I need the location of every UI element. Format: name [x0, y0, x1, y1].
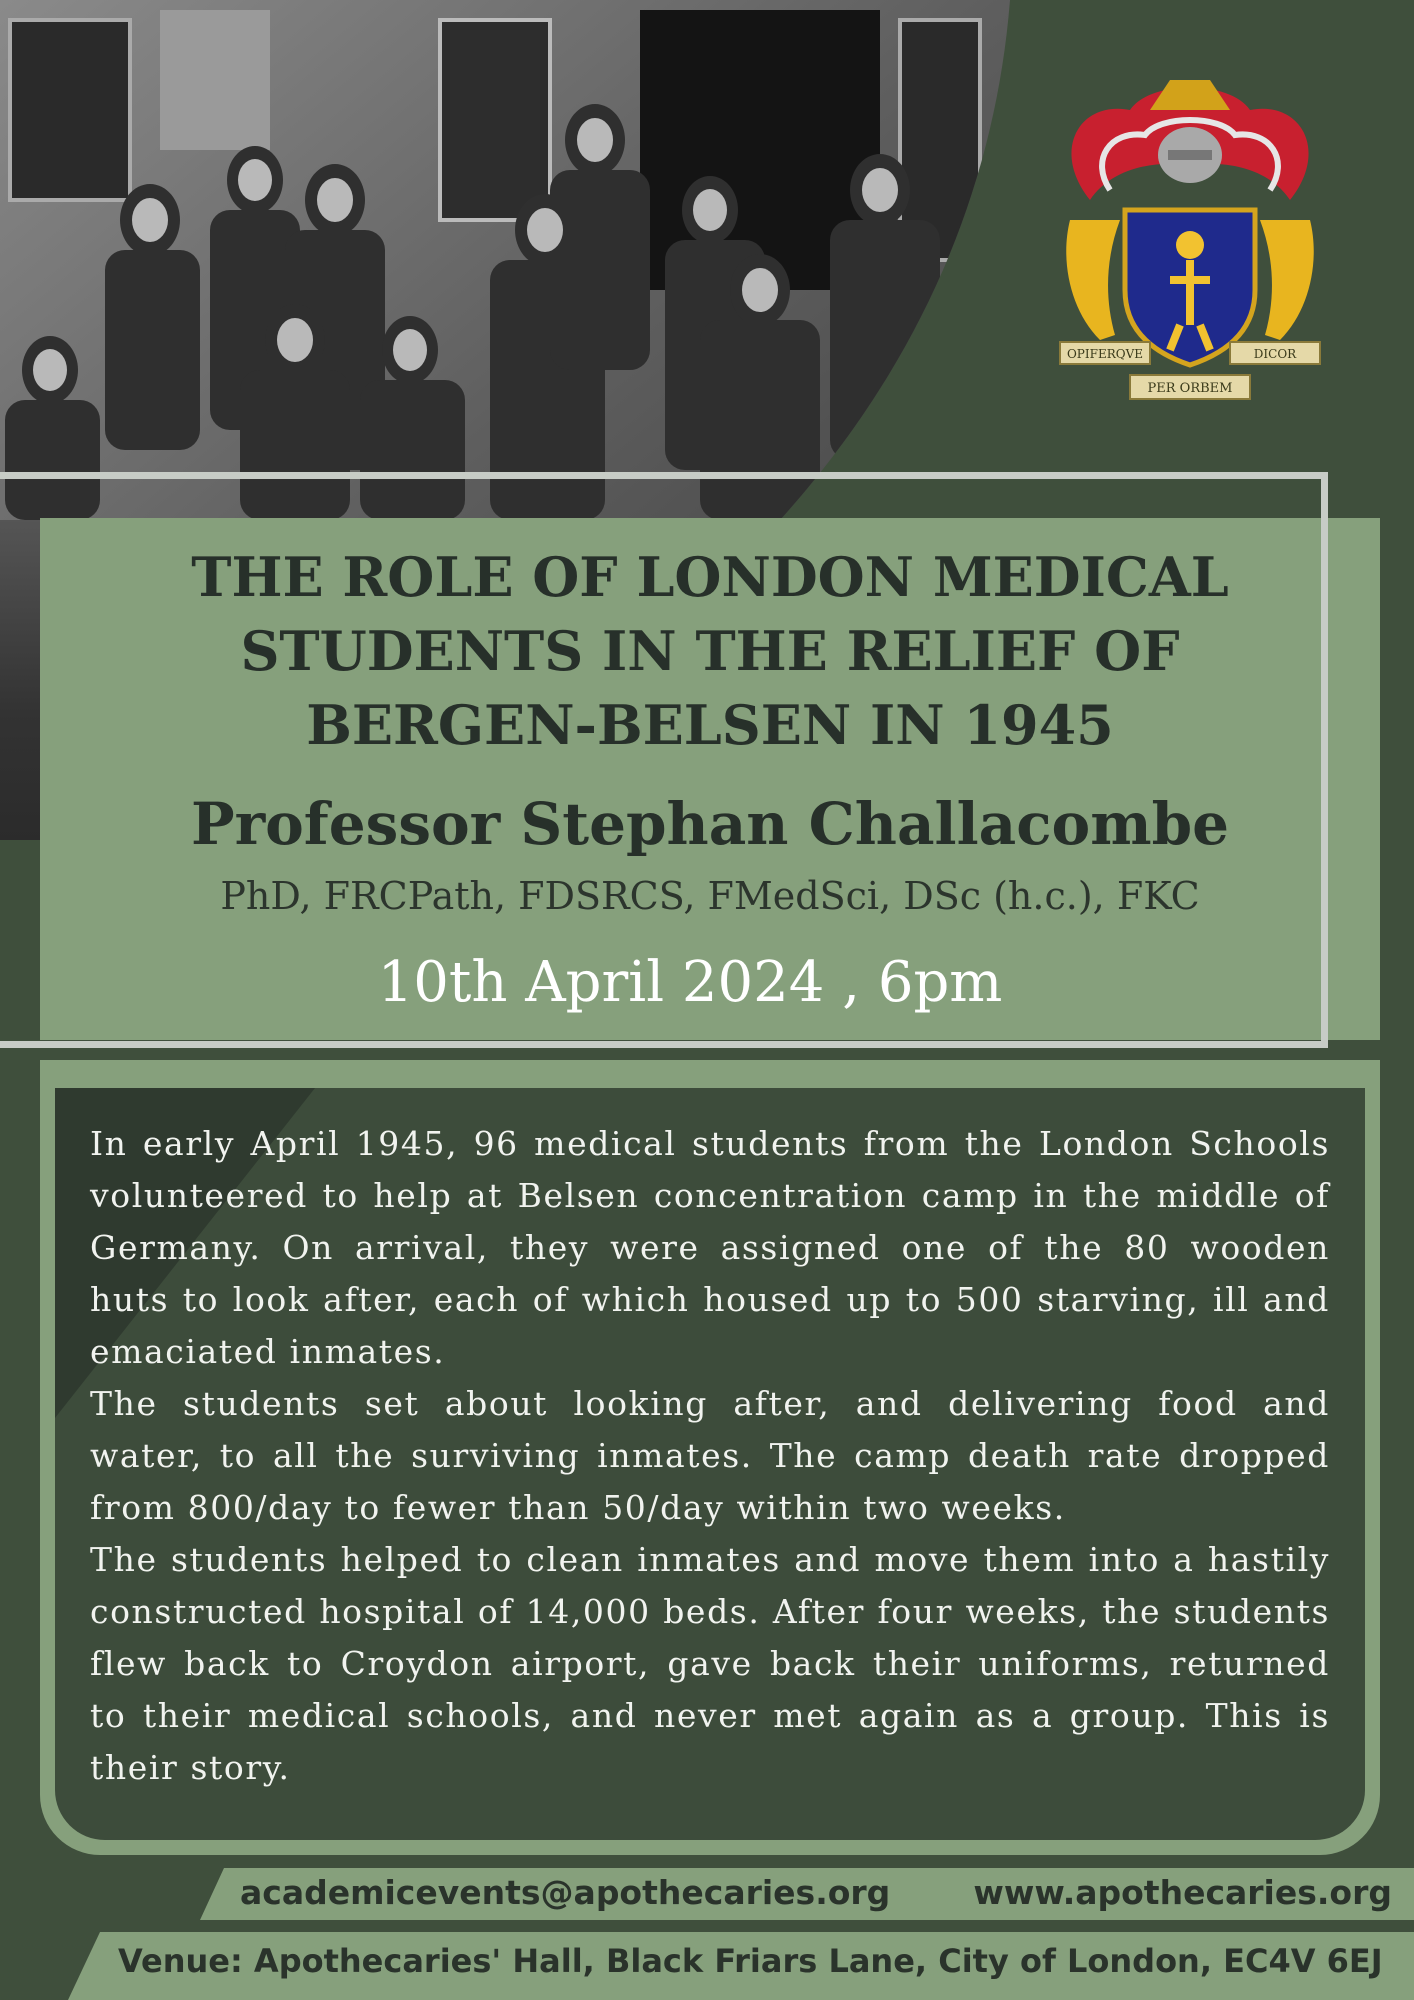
- event-date: 10th April 2024 , 6pm: [377, 950, 1003, 1015]
- venue-address: Venue: Apothecaries' Hall, Black Friars Lane, City of London, EC4V 6EJ: [118, 1942, 1383, 1980]
- motto-left: OPIFERQVE: [1066, 347, 1144, 361]
- motto-right: DICOR: [1253, 347, 1297, 361]
- speaker-credentials: PhD, FRCPath, FDSRCS, FMedSci, DSc (h.c.), FKC: [220, 874, 1200, 918]
- description-paragraph-1: In early April 1945, 96 medical students from the London Schools volunteered to help at Belsen concentration camp in the middle of Germany. On arrival, they were assigned one of the 80 wooden huts to look after, each of which housed up to 500 starving, ill and emaciated inmates.: [90, 1124, 1330, 1371]
- event-title: [100, 540, 1320, 762]
- event-title-line-2: STUDENTS IN THE RELIEF OF: [240, 619, 1180, 683]
- contact-email-link[interactable]: academicevents@apothecaries.org: [240, 1873, 891, 1912]
- website-link[interactable]: www.apothecaries.org: [973, 1873, 1392, 1912]
- event-title-line-1: THE ROLE OF LONDON MEDICAL: [191, 545, 1229, 609]
- coat-of-arms-icon: [1050, 70, 1330, 415]
- event-title-line-3: BERGEN-BELSEN IN 1945: [306, 693, 1114, 757]
- description-paragraph-2: The students set about looking after, and delivering food and water, to all the surviving inmates. The camp death rate dropped from 800/day to fewer than 50/day within two weeks.: [90, 1384, 1330, 1527]
- speaker-name: Professor Stephan Challacombe: [190, 790, 1230, 858]
- description-paragraph-3: The students helped to clean inmates and move them into a hastily constructed hospital of 14,000 beds. After four weeks, the students flew back to Croydon airport, gave back their uniforms, returned to their medical schools, and never met again as a group. This is their story.: [90, 1540, 1330, 1787]
- description-text: [90, 1118, 1330, 1794]
- motto-bottom: PER ORBEM: [1147, 381, 1233, 396]
